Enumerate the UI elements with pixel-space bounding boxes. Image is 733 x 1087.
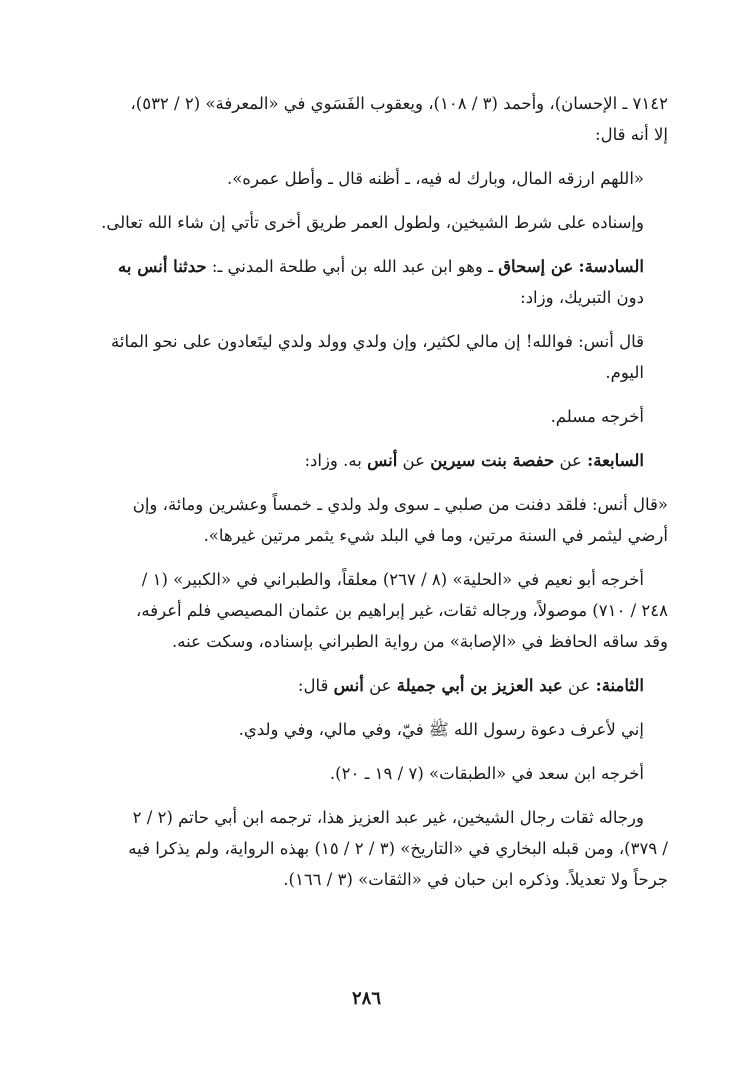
text-line — [40, 445, 644, 476]
paragraph-quote — [40, 489, 668, 551]
paragraph-sixth — [40, 251, 668, 313]
text-line: أخرجه مسلم. — [550, 407, 644, 426]
text-line — [40, 251, 644, 282]
inline-text: عن — [397, 451, 431, 470]
paragraph-seventh — [40, 445, 668, 476]
text-line: وقد ساقه الحافظ في «الإصابة» من رواية الطبراني بإسناده، وسكت عنه. — [172, 632, 668, 651]
narrator-name: عن إسحاق — [498, 257, 574, 276]
section-label: السادسة: — [578, 257, 644, 276]
paragraph-takhrij — [40, 564, 668, 657]
section-label: السابعة: — [587, 451, 644, 470]
text-line: «اللهم ارزقه المال، وبارك له فيه، ـ أظنه قال ـ وأطل عمره». — [226, 169, 644, 188]
inline-text: قال: — [297, 676, 334, 695]
inline-text: عن — [363, 676, 397, 695]
text-line: أخرجه ابن سعد في «الطبقات» (٧ / ١٩ ـ ٢٠). — [329, 764, 644, 783]
inline-text: ـ وهو ابن عبد الله بن أبي طلحة المدني ـ: — [206, 257, 499, 276]
text-line: قال أنس: فوالله! إن مالي لكثير، وإن ولدي وولد ولدي ليتَعادون على نحو المائة — [111, 332, 644, 351]
narrator-name: حدثنا أنس به — [118, 257, 207, 276]
narrator-name: حفصة بنت سيرين — [430, 451, 555, 470]
text-line: «قال أنس: فلقد دفنت من صلبي ـ سوى ولد ولدي ـ خمساً وعشرين ومائة، وإن — [132, 495, 668, 514]
paragraph-rijal — [40, 802, 668, 895]
paragraph-isnad — [40, 207, 668, 238]
section-label: الثامنة: — [595, 676, 644, 695]
text-line: أخرجه أبو نعيم في «الحلية» (٨ / ٢٦٧) معلقاً، والطبراني في «الكبير» (١ / — [141, 570, 644, 589]
text-line: وإسناده على شرط الشيخين، ولطول العمر طريق أخرى تأتي إن شاء الله تعالى. — [101, 213, 644, 232]
page-number: ٢٨٦ — [351, 988, 381, 1009]
text-line: اليوم. — [605, 363, 644, 382]
paragraph-anas-statement — [40, 714, 668, 745]
text-line: / ٣٧٩)، ومن قبله البخاري في «التاريخ» (٣ / ٢ / ١٥) بهذه الرواية، ولم يذكرا فيه — [128, 839, 668, 858]
text-line: دون التبريك، وزاد: — [520, 288, 644, 307]
text-line: ٧١٤٢ ـ الإحسان)، وأحمد (٣ / ١٠٨)، ويعقوب الفَسَوي في «المعرفة» (٢ / ٥٣٢)، — [130, 94, 668, 113]
paragraph-anas-statement — [40, 326, 668, 388]
text-line: إني لأعرف دعوة رسول الله ﷺ فيّ، وفي مالي، وفي ولدي. — [238, 720, 644, 739]
narrator-name: عبد العزيز بن أبي جميلة — [396, 676, 563, 695]
paragraph-quote — [40, 163, 668, 194]
text-line: أرضي ليثمر في السنة مرتين، وما في البلد شيء يثمر مرتين غيرها». — [203, 526, 668, 545]
paragraph-eighth — [40, 670, 668, 701]
page-body — [40, 88, 668, 908]
inline-text: عن — [562, 676, 596, 695]
paragraph-continuation — [40, 88, 668, 150]
paragraph-takhrij-muslim — [40, 401, 668, 432]
inline-text: به. وزاد: — [304, 451, 368, 470]
text-line: ورجاله ثقات رجال الشيخين، غير عبد العزيز هذا، ترجمه ابن أبي حاتم (٢ / ٢ — [132, 808, 644, 827]
inline-text: عن — [554, 451, 588, 470]
text-line: ٢٤٨ / ٧١٠) موصولاً، ورجاله ثقات، غير إبراهيم بن عثمان المصيصي فلم أعرفه، — [136, 601, 668, 620]
text-line — [40, 670, 644, 701]
text-line: إلا أنه قال: — [595, 125, 668, 144]
text-line: جرحاً ولا تعديلاً. وذكره ابن حبان في «الثقات» (٣ / ١٦٦). — [283, 870, 668, 889]
paragraph-takhrij-ibn-saad — [40, 758, 668, 789]
narrator-name: أنس — [333, 676, 364, 695]
narrator-name: أنس — [367, 451, 398, 470]
